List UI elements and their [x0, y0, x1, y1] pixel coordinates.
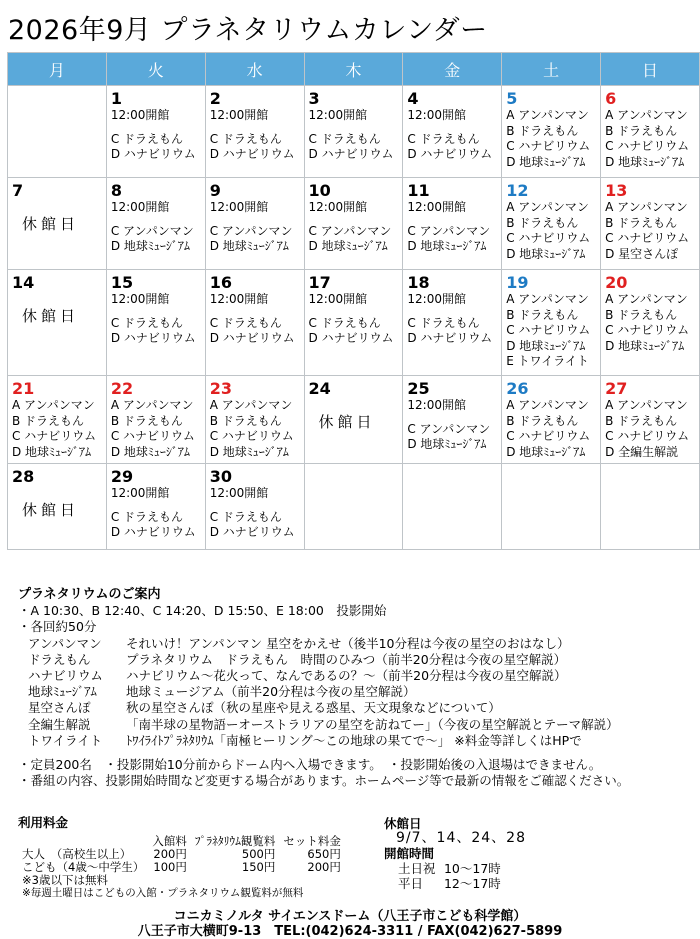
day-number: 28	[12, 467, 35, 486]
fee-value: 200円	[307, 859, 341, 874]
day-number: 11	[407, 181, 430, 200]
calendar-day	[601, 376, 700, 464]
program-description: 「南半球の星物語ーオーストラリアの星空を訪ねてー」（今夜の星空解説とテーマ解説）	[126, 716, 619, 732]
day-number: 7	[12, 181, 24, 200]
show-entry: D 地球ﾐｭｰｼﾞｱﾑ	[209, 239, 289, 253]
day-number: 12	[506, 181, 529, 200]
hours-time: 10～17時	[443, 861, 501, 876]
show-entry: D 地球ﾐｭｰｼﾞｱﾑ	[209, 444, 289, 459]
show-entry: A アンパンマン	[506, 108, 589, 122]
show-entry: B ドラえもん	[12, 413, 85, 428]
day-number: 5	[506, 89, 518, 108]
opening-time: 12:00開館	[308, 292, 368, 306]
day-number: 22	[110, 379, 134, 398]
show-entry: A アンパンマン	[209, 398, 293, 412]
day-number: 10	[308, 181, 331, 200]
show-entry: B ドラえもん	[605, 215, 678, 230]
show-entry: B ドラえもん	[605, 307, 678, 322]
show-entry: C ドラえもん	[407, 131, 480, 146]
calendar-day	[304, 270, 403, 376]
fee-value: 200円	[153, 846, 187, 861]
opening-time: 12:00開館	[308, 200, 368, 214]
show-entry: B ドラえもん	[506, 123, 579, 138]
calendar-day	[205, 178, 304, 270]
day-number: 24	[308, 379, 331, 398]
planetarium-info	[18, 587, 698, 789]
program-description: ﾄﾜｲﾗｲﾄﾌﾟﾗﾈﾀﾘｳﾑ「南極ヒーリング～この地球の果てで～」 ※料金等詳しくはHPで	[126, 732, 582, 748]
show-entry: D ハナビリウム	[407, 331, 493, 345]
calendar-day	[304, 86, 403, 178]
program-list	[18, 636, 698, 749]
show-entry: B ドラえもん	[506, 413, 579, 428]
show-entry: A アンパンマン	[605, 200, 688, 214]
show-entry: B ドラえもん	[605, 413, 678, 428]
show-entry: D ハナビリウム	[308, 147, 394, 161]
calendar-week	[8, 178, 700, 270]
calendar-day	[106, 86, 205, 178]
program-row	[18, 733, 698, 749]
show-entry: C ドラえもん	[308, 131, 381, 146]
fee-row-label: こども（4歳～中学生）	[22, 859, 145, 874]
show-entry: D 地球ﾐｭｰｼﾞｱﾑ	[506, 338, 586, 353]
fee-column-header: セット料金	[283, 833, 341, 848]
opening-time: 12:00開館	[407, 108, 466, 122]
show-entry: D ハナビリウム	[308, 331, 394, 345]
show-entry: C ハナビリウム	[605, 323, 690, 337]
day-number: 26	[506, 379, 529, 398]
calendar-day	[502, 376, 601, 464]
show-entry: C ハナビリウム	[209, 429, 294, 443]
fee-value: 500円	[241, 846, 276, 861]
calendar-day	[205, 86, 304, 178]
show-entry: B ドラえもん	[506, 307, 579, 322]
day-number: 20	[605, 273, 628, 292]
day-number: 23	[209, 379, 232, 398]
calendar-day	[502, 270, 601, 376]
calendar-day	[8, 376, 107, 464]
fee-column-header: 入館料	[152, 833, 187, 848]
show-entry: C ドラえもん	[209, 131, 282, 146]
show-entry: D 地球ﾐｭｰｼﾞｱﾑ	[110, 239, 190, 253]
weekday-header: 水	[205, 53, 304, 86]
show-entry: D ハナビリウム	[110, 147, 196, 161]
show-entry: D ハナビリウム	[110, 525, 196, 539]
opening-time: 12:00開館	[110, 486, 170, 500]
show-entry: C ドラえもん	[407, 315, 480, 330]
fee-value: 650円	[307, 846, 341, 861]
empty-cell	[502, 464, 601, 550]
fee-value: 100円	[153, 859, 187, 874]
opening-time: 12:00開館	[209, 486, 269, 500]
show-entry: D 全編生解説	[605, 444, 679, 459]
calendar-day	[205, 270, 304, 376]
show-entry: D 地球ﾐｭｰｼﾞｱﾑ	[110, 444, 190, 459]
weekday-header: 火	[106, 53, 205, 86]
show-entry: C ハナビリウム	[506, 323, 591, 337]
closed-label: 休館日	[22, 307, 80, 325]
show-entry: C ドラえもん	[209, 315, 282, 330]
opening-time: 12:00開館	[110, 292, 170, 306]
info-note: ・定員200名 ・投影開始10分前からドーム内へ入場できます。 ・投影開始後の入退場はできません。	[18, 757, 602, 773]
show-entry: B ドラえもん	[209, 413, 282, 428]
opening-time: 12:00開館	[110, 200, 170, 214]
fee-column-header: ﾌﾟﾗﾈﾀﾘｳﾑ観覧料	[194, 833, 276, 848]
show-entry: C アンパンマン	[407, 223, 491, 238]
calendar-day	[601, 86, 700, 178]
calendar-day	[304, 376, 403, 464]
opening-time: 12:00開館	[209, 292, 269, 306]
calendar-week	[8, 270, 700, 376]
fee-heading: 利用料金	[18, 815, 69, 830]
weekday-header: 月	[8, 53, 107, 86]
program-row	[18, 717, 698, 733]
program-description: それいけ！アンパンマン 星空をかえせ（後半10分程は今夜の星空のおはなし）	[126, 635, 570, 651]
fee-note: ※毎週土曜日はこどもの入館・プラネタリウム観覧料が無料	[22, 887, 304, 899]
footer-address: 八王子市大横町9-13 TEL:(042)624-3311 / FAX(042)627-5899	[137, 924, 563, 939]
calendar-day	[8, 270, 107, 376]
calendar-day	[403, 270, 502, 376]
program-row	[18, 700, 698, 716]
opening-time: 12:00開館	[308, 108, 368, 122]
day-number: 13	[605, 181, 628, 200]
opening-time: 12:00開館	[407, 292, 466, 306]
show-entry: C ハナビリウム	[506, 429, 591, 443]
day-number: 21	[12, 379, 35, 398]
program-name: 全編生解説	[28, 716, 91, 732]
day-number: 3	[308, 89, 320, 108]
day-number: 4	[407, 89, 419, 108]
page-title: 2026年9月 プラネタリウムカレンダー	[8, 15, 488, 46]
show-entry: C ハナビリウム	[605, 429, 690, 443]
show-entry: D 星空さんぽ	[605, 246, 679, 261]
program-name: ドラえもん	[28, 651, 91, 667]
show-entry: A アンパンマン	[506, 292, 589, 306]
info-times: ・A 10:30、B 12:40、C 14:20、D 15:50、E 18:00 投影開始	[18, 603, 387, 619]
empty-cell	[8, 86, 107, 178]
show-entry: A アンパンマン	[110, 398, 194, 412]
program-name: トワイライト	[28, 732, 103, 748]
show-entry: C ドラえもん	[308, 315, 381, 330]
hours-time: 12～17時	[443, 876, 501, 891]
info-note: ・番組の内容、投影開始時間など変更する場合があります。ホームページ等で最新の情報をご確認ください。	[18, 773, 630, 789]
show-entry: A アンパンマン	[605, 292, 688, 306]
show-entry: C ドラえもん	[110, 509, 184, 524]
show-entry: A アンパンマン	[506, 398, 589, 412]
fee-row-label: 大人 （高校生以上）	[22, 846, 132, 861]
calendar-day	[205, 376, 304, 464]
show-entry: C ハナビリウム	[605, 139, 690, 153]
day-number: 16	[209, 273, 232, 292]
day-number: 25	[407, 379, 430, 398]
day-number: 9	[209, 181, 221, 200]
calendar-day	[502, 178, 601, 270]
holiday-dates: 9/7、14、24、28	[396, 830, 526, 846]
day-number: 15	[110, 273, 134, 292]
show-entry: D 地球ﾐｭｰｼﾞｱﾑ	[605, 338, 685, 353]
day-number: 30	[209, 467, 232, 486]
calendar-week	[8, 86, 700, 178]
show-entry: C ハナビリウム	[506, 139, 591, 153]
show-entry: D ハナビリウム	[209, 331, 295, 345]
weekday-header: 金	[403, 53, 502, 86]
show-entry: D ハナビリウム	[209, 525, 295, 539]
program-description: ハナビリウム～花火って、なんであるの？～（前半20分程は今夜の星空解説）	[126, 668, 567, 684]
show-entry: D 地球ﾐｭｰｼﾞｱﾑ	[506, 154, 586, 169]
show-entry: A アンパンマン	[605, 108, 688, 122]
calendar-day	[205, 464, 304, 550]
weekday-header: 木	[304, 53, 403, 86]
show-entry: C ドラえもん	[110, 131, 184, 146]
show-entry: A アンパンマン	[605, 398, 688, 412]
calendar-day	[502, 86, 601, 178]
closed-label: 休館日	[318, 413, 376, 431]
calendar-week	[8, 464, 700, 550]
fee-section	[18, 816, 345, 901]
calendar-day	[304, 178, 403, 270]
day-number: 27	[605, 379, 628, 398]
holiday-section	[384, 816, 526, 891]
closed-label: 休館日	[22, 215, 80, 233]
info-duration: ・各回約50分	[18, 619, 97, 635]
weekday-header: 土	[502, 53, 601, 86]
calendar-week	[8, 376, 700, 464]
program-description: プラネタリウム ドラえもん 時間のひみつ（前半20分程は今夜の星空解説）	[126, 651, 567, 667]
show-entry: C アンパンマン	[308, 223, 392, 238]
calendar-day	[403, 376, 502, 464]
calendar-day	[106, 178, 205, 270]
program-row	[18, 652, 698, 668]
day-number: 2	[209, 89, 221, 108]
fee-table	[18, 835, 345, 874]
show-entry: D 地球ﾐｭｰｼﾞｱﾑ	[506, 246, 586, 261]
program-name: 星空さんぽ	[28, 700, 91, 716]
holiday-heading: 休館日	[384, 816, 422, 831]
hours-row	[384, 861, 526, 876]
calendar-day	[601, 270, 700, 376]
empty-cell	[403, 464, 502, 550]
show-entry: D 地球ﾐｭｰｼﾞｱﾑ	[407, 239, 487, 253]
day-number: 29	[110, 467, 134, 486]
program-row	[18, 636, 698, 652]
show-entry: D 地球ﾐｭｰｼﾞｱﾑ	[12, 444, 92, 459]
empty-cell	[601, 464, 700, 550]
show-entry: A アンパンマン	[12, 398, 95, 412]
closed-label: 休館日	[22, 501, 80, 519]
hours-row	[384, 876, 526, 891]
fee-value: 150円	[241, 859, 276, 874]
show-entry: C ハナビリウム	[12, 429, 97, 443]
calendar-grid	[7, 52, 700, 550]
footer-venue: コニカミノルタ サイエンスドーム（八王子市こども科学館）	[173, 909, 527, 924]
show-entry: C アンパンマン	[110, 223, 194, 238]
program-name: アンパンマン	[28, 635, 102, 651]
fee-note: ※3歳以下は無料	[22, 872, 108, 887]
show-entry: C ハナビリウム	[506, 231, 591, 245]
hours-heading: 開館時間	[384, 846, 435, 861]
info-heading: プラネタリウムのご案内	[18, 587, 161, 602]
calendar-day	[106, 270, 205, 376]
opening-time: 12:00開館	[209, 108, 269, 122]
calendar-day	[8, 464, 107, 550]
program-name: ハナビリウム	[28, 668, 103, 684]
show-entry: D 地球ﾐｭｰｼﾞｱﾑ	[506, 444, 586, 459]
show-entry: D ハナビリウム	[407, 147, 493, 161]
weekday-header: 日	[601, 53, 700, 86]
empty-cell	[304, 464, 403, 550]
calendar-day	[601, 178, 700, 270]
show-entry: B ドラえもん	[110, 413, 183, 428]
show-entry: A アンパンマン	[506, 200, 589, 214]
day-number: 14	[12, 273, 35, 292]
program-row	[18, 668, 698, 684]
show-entry: C ハナビリウム	[110, 429, 195, 443]
show-entry: E トワイライト	[506, 354, 589, 368]
hours-label: 平日	[398, 876, 424, 891]
show-entry: B ドラえもん	[506, 215, 579, 230]
day-number: 17	[308, 273, 331, 292]
calendar-day	[106, 376, 205, 464]
program-row	[18, 684, 698, 700]
hours-label: 土日祝	[398, 861, 436, 876]
show-entry: C アンパンマン	[209, 223, 293, 238]
opening-time: 12:00開館	[110, 108, 170, 122]
show-entry: D ハナビリウム	[209, 147, 295, 161]
program-description: 地球ミュージアム（前半20分程は今夜の星空解説）	[126, 684, 416, 700]
show-entry: D 地球ﾐｭｰｼﾞｱﾑ	[308, 239, 388, 253]
show-entry: D ハナビリウム	[110, 331, 196, 345]
opening-time: 12:00開館	[407, 200, 466, 214]
day-number: 19	[506, 273, 529, 292]
day-number: 8	[110, 181, 122, 200]
show-entry: C ハナビリウム	[605, 231, 690, 245]
opening-time: 12:00開館	[209, 200, 269, 214]
day-number: 18	[407, 273, 430, 292]
day-number: 6	[605, 89, 617, 108]
calendar-day	[106, 464, 205, 550]
program-description: 秋の星空さんぽ（秋の星座や見える惑星、天文現象などについて）	[126, 700, 501, 716]
calendar-day	[403, 86, 502, 178]
show-entry: C ドラえもん	[110, 315, 184, 330]
show-entry: B ドラえもん	[605, 123, 678, 138]
show-entry: D 地球ﾐｭｰｼﾞｱﾑ	[605, 154, 685, 169]
program-name: 地球ﾐｭｰｼﾞｱﾑ	[28, 684, 97, 700]
show-entry: C ドラえもん	[209, 509, 282, 524]
show-entry: D 地球ﾐｭｰｼﾞｱﾑ	[407, 437, 487, 451]
show-entry: C アンパンマン	[407, 421, 491, 436]
calendar-day	[8, 178, 107, 270]
day-number: 1	[110, 89, 122, 108]
calendar-day	[403, 178, 502, 270]
opening-time: 12:00開館	[407, 398, 466, 412]
